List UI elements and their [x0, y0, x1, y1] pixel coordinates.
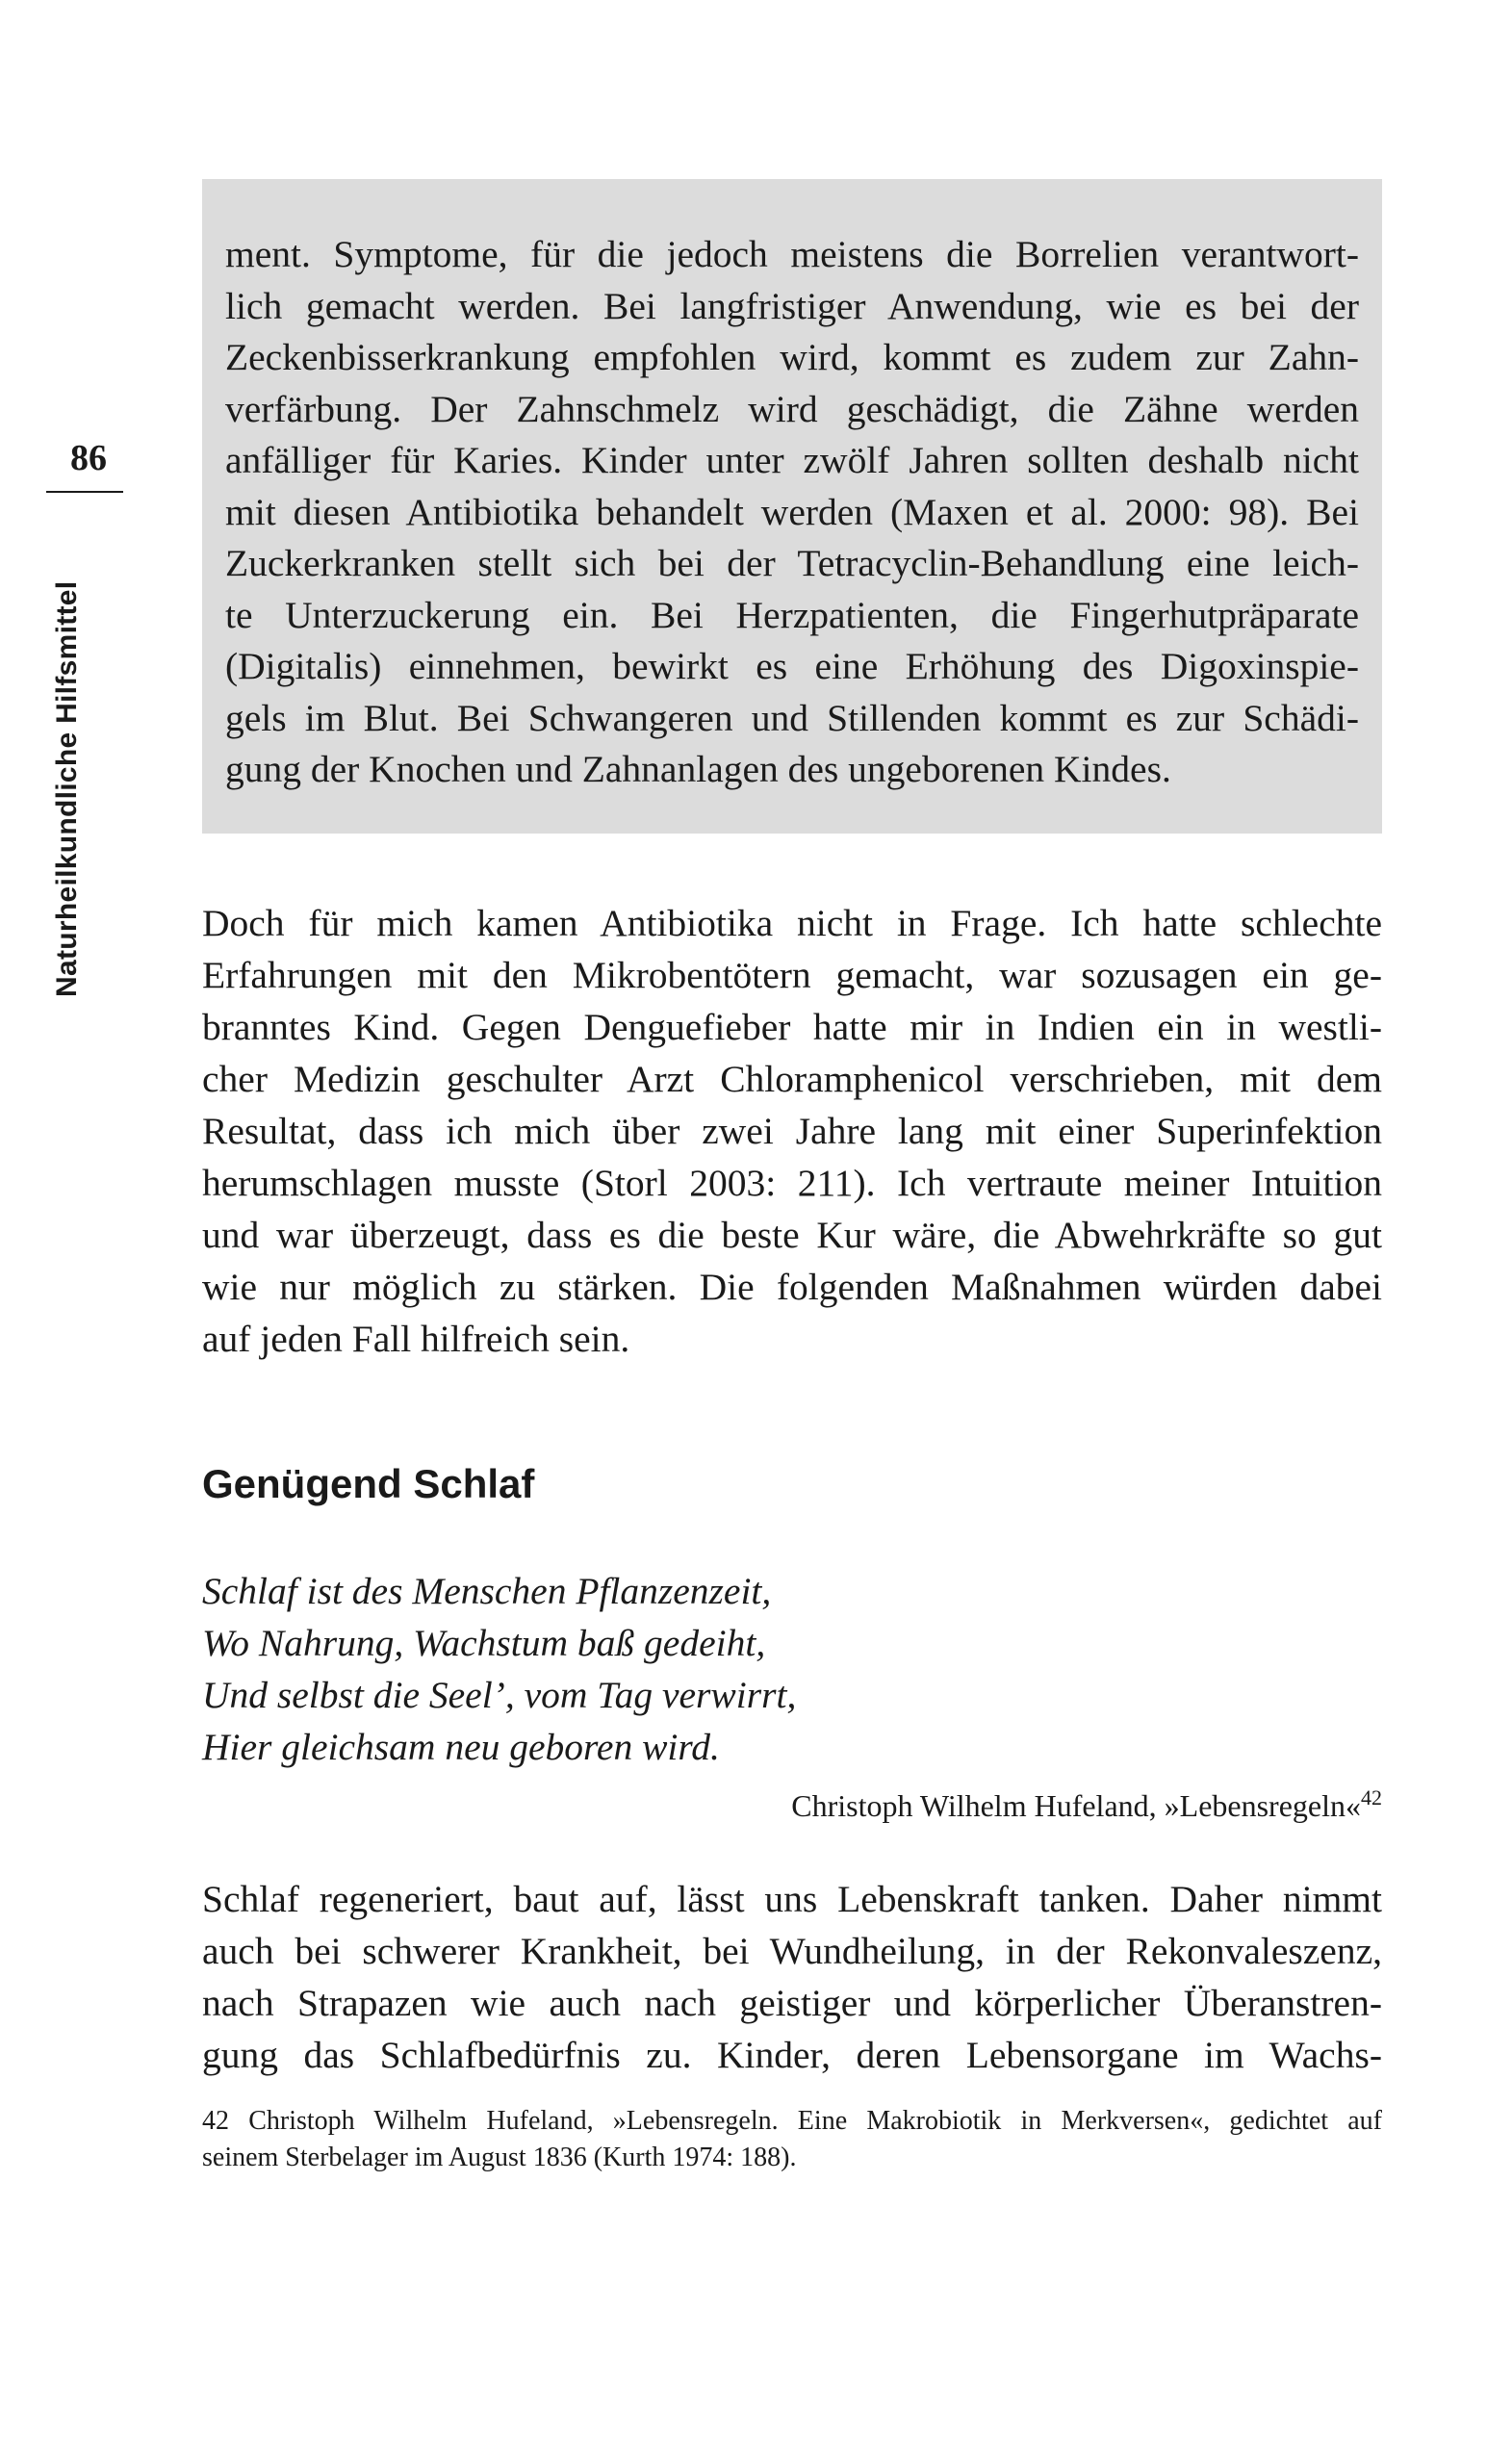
paragraph-line: wie nur möglich zu stärken. Die folgenden Maßnahmen würden dabei — [202, 1266, 1382, 1308]
box-line: gels im Blut. Bei Schwangeren und Stillenden kommt es zur Schädi- — [225, 696, 1359, 739]
info-box-text — [225, 229, 1359, 796]
footnote-line: seinem Sterbelager im August 1836 (Kurth 1974: 188). — [202, 2143, 797, 2172]
box-line: te Unterzuckerung ein. Bei Herzpatienten, die Fingerhutpräparate — [225, 593, 1359, 636]
paragraph-line: Schlaf regeneriert, baut auf, lässt uns Lebenskraft tanken. Daher nimmt — [202, 1878, 1382, 1920]
body-paragraph-2 — [202, 1873, 1382, 2081]
paragraph-line: auch bei schwerer Krankheit, bei Wundheilung, in der Rekonvaleszenz, — [202, 1930, 1382, 1972]
body-paragraph-1 — [202, 897, 1382, 1365]
paragraph-line: Doch für mich kamen Antibiotika nicht in Frage. Ich hatte schlechte — [202, 902, 1382, 944]
page-number: 86 — [70, 438, 107, 478]
box-line: gung der Knochen und Zahnanlagen des ungeborenen Kindes. — [225, 748, 1171, 790]
paragraph-line: Resultat, dass ich mich über zwei Jahre lang mit einer Superinfektion — [202, 1110, 1382, 1152]
footnote-line: 42 Christoph Wilhelm Hufeland, »Lebensregeln. Eine Makrobiotik in Merkversen«, gedichtet auf — [202, 2106, 1382, 2136]
paragraph-line: auf jeden Fall hilfreich sein. — [202, 1318, 630, 1360]
page-number-rule — [46, 491, 123, 493]
poem-line: Schlaf ist des Menschen Pflanzenzeit, — [202, 1570, 772, 1612]
poem-line: Wo Nahrung, Wachstum baß gedeiht, — [202, 1622, 766, 1664]
poem — [202, 1565, 1382, 1773]
paragraph-line: branntes Kind. Gegen Denguefieber hatte mir in Indien ein in westli- — [202, 1006, 1382, 1048]
paragraph-line: und war überzeugt, dass es die beste Kur wäre, die Abwehrkräfte so gut — [202, 1214, 1382, 1256]
info-box — [202, 179, 1382, 834]
poem-line: Und selbst die Seel’, vom Tag verwirrt, — [202, 1674, 797, 1716]
paragraph-line: nach Strapazen wie auch nach geistiger und körperlicher Überanstren- — [202, 1982, 1382, 2024]
box-line: ment. Symptome, für die jedoch meistens die Borrelien verantwort- — [225, 233, 1359, 275]
poem-attribution — [791, 1777, 1382, 1827]
box-line: lich gemacht werden. Bei langfristiger Anwendung, wie es bei der — [225, 284, 1359, 327]
running-head: Naturheilkundliche Hilfsmittel — [51, 580, 83, 997]
footnote — [202, 2103, 1382, 2176]
paragraph-line: gung das Schlafbedürfnis zu. Kinder, deren Lebensorgane im Wachs- — [202, 2034, 1382, 2076]
attribution-text: Christoph Wilhelm Hufeland, »Lebensregeln« — [791, 1788, 1361, 1823]
paragraph-line: Erfahrungen mit den Mikrobentötern gemacht, war sozusagen ein ge- — [202, 954, 1382, 996]
box-line: (Digitalis) einnehmen, bewirkt es eine Erhöhung des Digoxinspie- — [225, 645, 1359, 687]
box-line: anfälliger für Karies. Kinder unter zwölf Jahren sollten deshalb nicht — [225, 439, 1359, 481]
poem-line: Hier gleichsam neu geboren wird. — [202, 1726, 720, 1768]
footnote-reference: 42 — [1361, 1785, 1382, 1810]
section-heading: Genügend Schlaf — [202, 1461, 535, 1506]
paragraph-line: herumschlagen musste (Storl 2003: 211). Ich vertraute meiner Intuition — [202, 1162, 1382, 1204]
box-line: verfärbung. Der Zahnschmelz wird geschädigt, die Zähne werden — [225, 387, 1359, 430]
box-line: Zuckerkranken stellt sich bei der Tetracyclin-Behandlung eine leich- — [225, 542, 1359, 584]
box-line: Zeckenbisserkrankung empfohlen wird, kommt es zudem zur Zahn- — [225, 336, 1359, 378]
box-line: mit diesen Antibiotika behandelt werden (Maxen et al. 2000: 98). Bei — [225, 490, 1359, 533]
paragraph-line: cher Medizin geschulter Arzt Chloramphenicol verschrieben, mit dem — [202, 1058, 1382, 1100]
